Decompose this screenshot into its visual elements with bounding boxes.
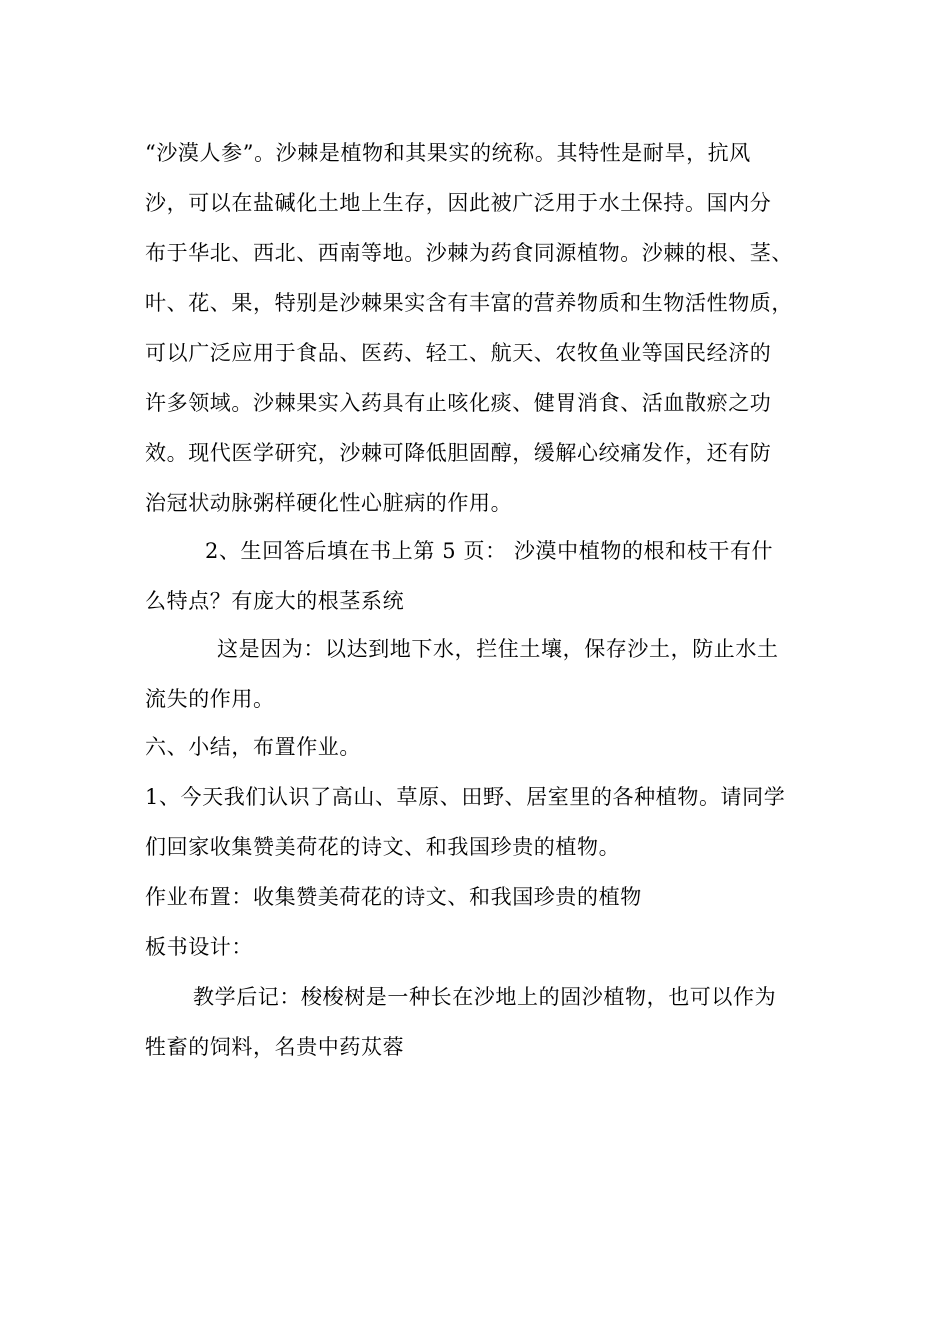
text-line: 治冠状动脉粥样硬化性心脏病的作用。 (145, 491, 513, 515)
text-line: 效。现代医学研究，沙棘可降低胆固醇，缓解心绞痛发作，还有防 (145, 441, 772, 465)
paragraph-teaching-notes (145, 972, 825, 1072)
text-line: 们回家收集赞美荷花的诗文、和我国珍贵的植物。 (145, 835, 621, 859)
text-line: 沙，可以在盐碱化土地上生存，因此被广泛用于水土保持。国内分 (145, 191, 772, 215)
text-line: 许多领域。沙棘果实入药具有止咳化痰、健胃消食、活血散瘀之功 (145, 391, 772, 415)
text-line: 可以广泛应用于食品、医药、轻工、航天、农牧鱼业等国民经济的 (145, 341, 772, 365)
section-heading: 六、小结，布置作业。 (145, 735, 361, 759)
text-line: 1、今天我们认识了高山、草原、田野、居室里的各种植物。请同学 (145, 785, 786, 809)
text-line: 么特点？有庞大的根茎系统 (145, 589, 405, 613)
text-line: 板书设计： (145, 935, 253, 959)
text-line: 这是因为：以达到地下水，拦住土壤，保存沙土，防止水土 (217, 637, 779, 661)
text-line: 叶、花、果，特别是沙棘果实含有丰富的营养物质和生物活性物质， (145, 291, 793, 315)
paragraph-sea-buckthorn (145, 128, 825, 528)
paragraph-question-roots (145, 526, 825, 626)
text-line: “沙漠人参”。沙棘是植物和其果实的统称。其特性是耐旱，抗风 (145, 141, 751, 165)
text-line: 布于华北、西北、西南等地。沙棘为药食同源植物。沙棘的根、茎、 (145, 241, 793, 265)
text-line: 牲畜的饲料，名贵中药苁蓉 (145, 1035, 405, 1059)
paragraph-summary-homework (145, 722, 825, 972)
text-line: 2、生回答后填在书上第 5 页： 沙漠中植物的根和枝干有什 (205, 539, 774, 563)
paragraph-reason (145, 624, 825, 724)
text-line: 流失的作用。 (145, 687, 275, 711)
text-line: 作业布置：收集赞美荷花的诗文、和我国珍贵的植物 (145, 885, 642, 909)
text-line: 教学后记：梭梭树是一种长在沙地上的固沙植物，也可以作为 (193, 985, 777, 1009)
